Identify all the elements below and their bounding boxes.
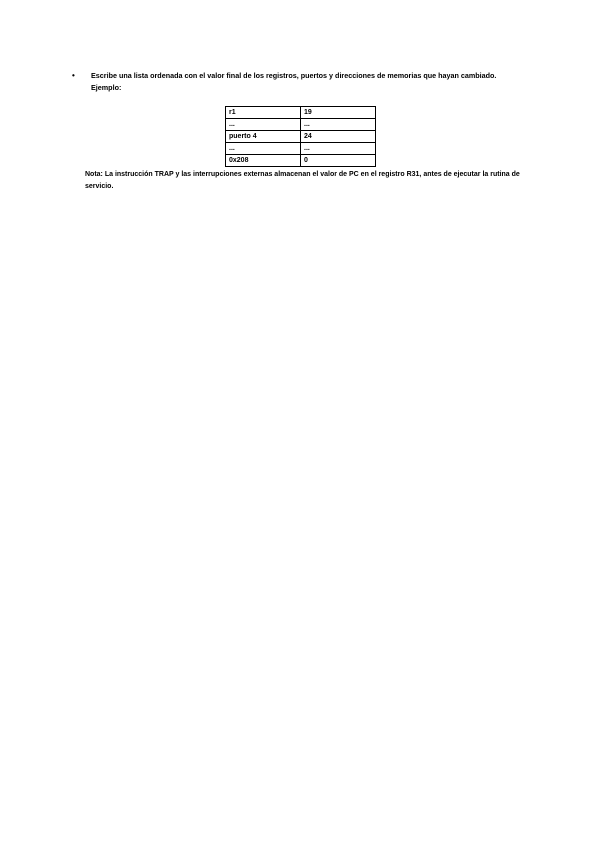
bullet-text: Escribe una lista ordenada con el valor final de los registros, puertos y direcciones de memorias que hayan cambiado.	[91, 71, 497, 80]
table-cell-value: ...	[301, 143, 376, 155]
table-cell-key: puerto 4	[226, 131, 301, 143]
table-row	[226, 107, 376, 119]
table-row	[226, 119, 376, 131]
table-cell-key: r1	[226, 107, 301, 119]
table-cell-value: 0	[301, 155, 376, 167]
table-cell-key: 0x208	[226, 155, 301, 167]
note-text: Nota: La instrucción TRAP y las interrupciones externas almacenan el valor de PC en el registro R31, antes de ejecutar la rutina de servicio.	[85, 171, 520, 190]
table-cell-key: ...	[226, 119, 301, 131]
table-cell-value: 19	[301, 107, 376, 119]
table-cell-value: ...	[301, 119, 376, 131]
table-row	[226, 131, 376, 143]
table-cell-value: 24	[301, 131, 376, 143]
table-cell-key: ...	[226, 143, 301, 155]
example-label: Ejemplo:	[91, 83, 122, 92]
example-table	[225, 106, 376, 167]
table-row	[226, 155, 376, 167]
table-row	[226, 143, 376, 155]
bullet-marker: •	[72, 71, 75, 80]
